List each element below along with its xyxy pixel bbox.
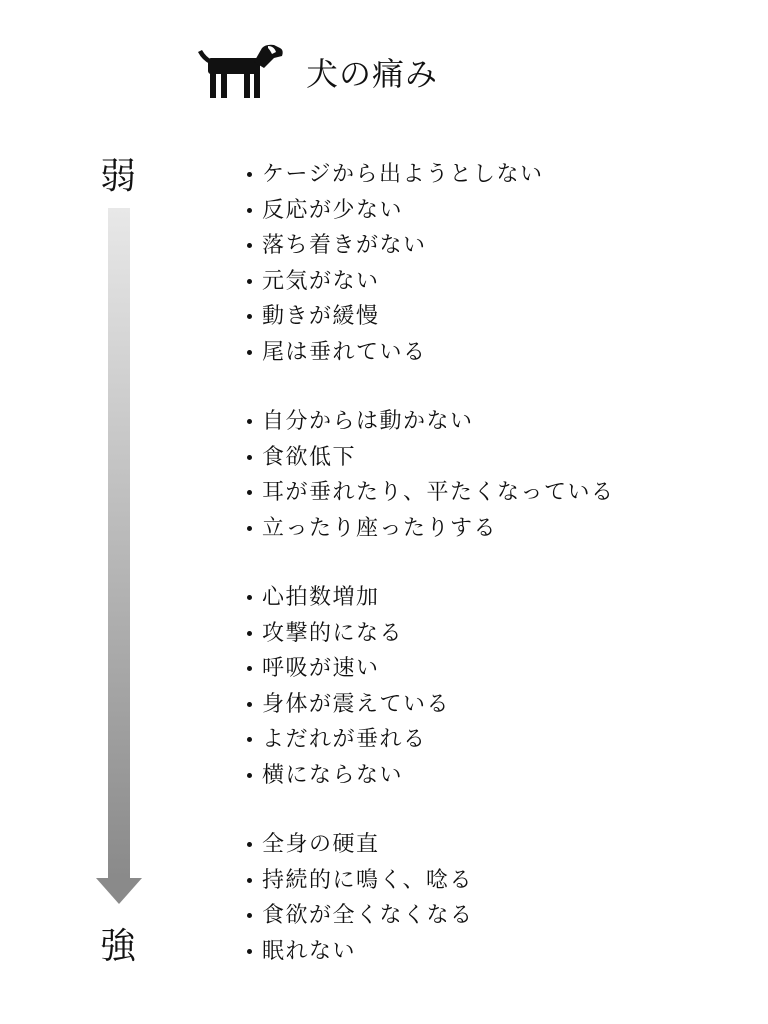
bullet-icon: [247, 878, 252, 883]
symptom-item: [243, 157, 743, 193]
symptom-group: [243, 157, 743, 370]
intensity-arrow: [96, 208, 142, 904]
symptom-text: 全身の硬直: [262, 832, 380, 857]
symptom-text: 持続的に鳴く、唸る: [262, 867, 474, 893]
symptom-item: [243, 475, 743, 511]
symptom-text: 立ったり座ったりする: [262, 515, 498, 541]
bullet-icon: [247, 526, 252, 531]
bullet-icon: [247, 949, 252, 954]
bullet-icon: [247, 243, 252, 248]
bullet-icon: [247, 737, 252, 742]
dog-icon: [196, 42, 286, 102]
symptom-text: 横にならない: [262, 762, 404, 788]
symptom-text: 落ち着きがない: [262, 233, 427, 258]
symptom-text: 攻撃的になる: [262, 620, 404, 646]
bullet-icon: [247, 172, 252, 177]
header: [196, 40, 438, 104]
symptom-item: [243, 580, 743, 616]
symptom-text: 動きが緩慢: [262, 304, 380, 329]
symptom-text: 自分からは動かない: [262, 409, 474, 434]
symptom-item: [243, 404, 743, 440]
symptom-text: 呼吸が速い: [262, 656, 380, 681]
symptom-text: 身体が震えている: [262, 691, 451, 717]
symptom-item: [243, 827, 743, 863]
bullet-icon: [247, 350, 252, 355]
bullet-icon: [247, 208, 252, 213]
symptom-text: 食欲が全くなくなる: [262, 903, 474, 928]
page-title: 犬の痛み: [306, 55, 439, 93]
symptom-list: [243, 157, 743, 1003]
symptom-item: [243, 898, 743, 934]
symptom-item: [243, 440, 743, 476]
symptom-item: [243, 934, 743, 970]
symptom-group: [243, 580, 743, 793]
symptom-item: [243, 616, 743, 652]
bullet-icon: [247, 419, 252, 424]
symptom-item: [243, 264, 743, 300]
symptom-text: 耳が垂れたり、平たくなっている: [262, 480, 615, 505]
symptom-text: ケージから出ようとしない: [262, 162, 544, 187]
symptom-text: 心拍数増加: [262, 585, 380, 610]
bullet-icon: [247, 595, 252, 600]
symptom-text: よだれが垂れる: [262, 727, 427, 752]
symptom-item: [243, 651, 743, 687]
symptom-text: 尾は垂れている: [262, 339, 427, 365]
symptom-text: 元気がない: [262, 268, 380, 294]
symptom-item: [243, 758, 743, 794]
bullet-icon: [247, 702, 252, 707]
strong-label: 強: [99, 926, 136, 967]
bullet-icon: [247, 279, 252, 284]
symptom-group: [243, 404, 743, 546]
bullet-icon: [247, 773, 252, 778]
symptom-item: [243, 299, 743, 335]
symptom-item: [243, 511, 743, 547]
weak-label: 弱: [99, 156, 136, 197]
bullet-icon: [247, 631, 252, 636]
symptom-item: [243, 863, 743, 899]
bullet-icon: [247, 490, 252, 495]
symptom-text: 眠れない: [262, 938, 357, 964]
symptom-item: [243, 722, 743, 758]
symptom-item: [243, 193, 743, 229]
bullet-icon: [247, 842, 252, 847]
bullet-icon: [247, 913, 252, 918]
symptom-text: 反応が少ない: [262, 197, 404, 223]
symptom-item: [243, 335, 743, 371]
symptom-group: [243, 827, 743, 969]
bullet-icon: [247, 455, 252, 460]
symptom-item: [243, 228, 743, 264]
bullet-icon: [247, 314, 252, 319]
bullet-icon: [247, 666, 252, 671]
symptom-text: 食欲低下: [262, 444, 357, 470]
symptom-item: [243, 687, 743, 723]
